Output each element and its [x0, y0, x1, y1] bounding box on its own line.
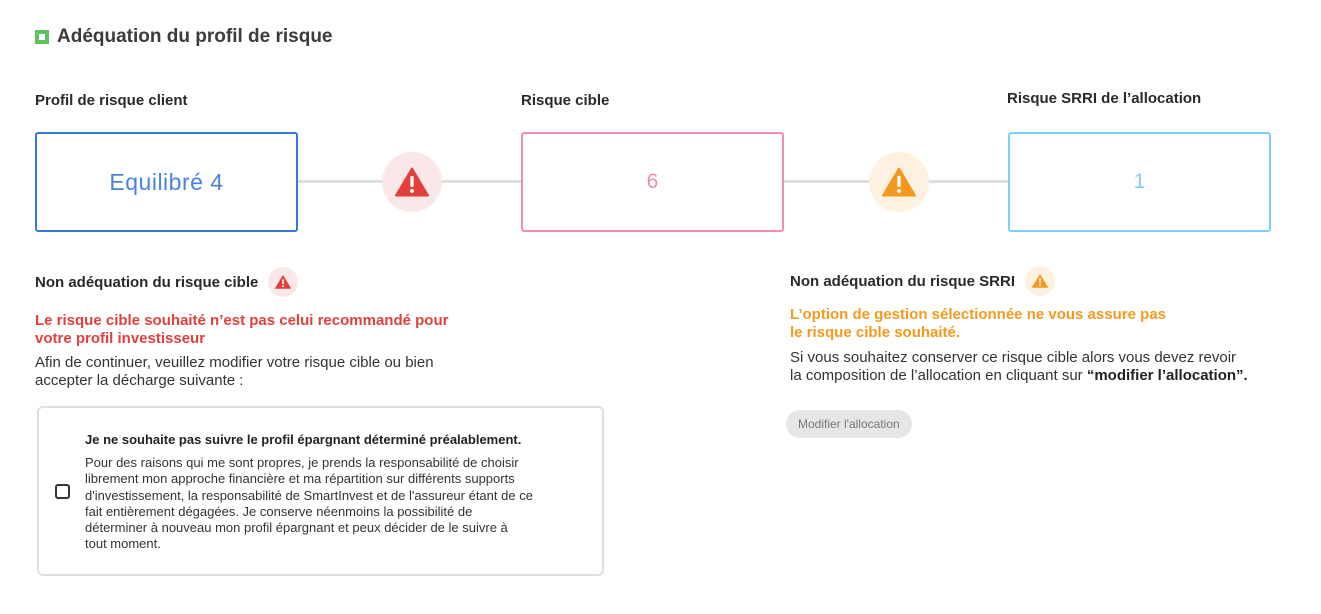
srri-risk-value: 1: [1133, 170, 1146, 193]
srri-risk-box: [1008, 132, 1271, 232]
instruction-line: Si vous souhaitez conserver ce risque cible alors vous devez revoir: [790, 349, 1237, 366]
disclaimer-line: librement mon approche financière et ma répartition sur différents supports: [85, 471, 515, 487]
disclaimer-line: fait entièrement dégagées. Je conserve néenmoins la possibilité de: [85, 503, 473, 519]
instruction-line: Afin de continuer, veuillez modifier votre risque cible ou bien: [35, 354, 434, 371]
target-risk-warning: [382, 152, 442, 212]
small-warning-badge: [268, 267, 298, 297]
instruction-text: la composition de l’allocation en cliquant sur: [790, 367, 1087, 384]
section-title: Adéquation du profil de risque: [57, 26, 333, 47]
modify-allocation-button[interactable]: Modifier l'allocation: [786, 410, 912, 438]
disclaimer-checkbox[interactable]: [55, 484, 70, 499]
client-profile-box: [35, 132, 298, 232]
alert-line: Le risque cible souhaité n’est pas celui recommandé pour: [35, 312, 449, 329]
client-profile-label: Profil de risque client: [35, 92, 188, 109]
disclaimer-line: d'investissement, la responsabilité de SmartInvest et de l'assureur étant de ce: [85, 487, 533, 503]
disclaimer-line: tout moment.: [85, 536, 161, 552]
small-warning-badge: [1025, 266, 1055, 296]
warning-triangle-icon: [1032, 274, 1048, 288]
srri-risk-warning: [869, 152, 929, 212]
section-header: [35, 26, 333, 48]
target-risk-box[interactable]: [521, 132, 784, 232]
modify-allocation-emphasis: “modifier l’allocation”.: [1086, 367, 1248, 384]
instruction-line: accepter la décharge suivante :: [35, 372, 244, 389]
disclaimer-line: Pour des raisons qui me sont propres, je prends la responsabilité de choisir: [85, 455, 519, 470]
disclaimer-line: déterminer à nouveau mon profil épargnant et peux décider de le suivre à: [85, 520, 508, 536]
alert-line: L’option de gestion sélectionnée ne vous assure pas: [790, 306, 1166, 323]
client-profile-value: Equilibré 4: [109, 168, 224, 195]
srri-instructions: [790, 349, 1290, 385]
disclaimer-box: [37, 406, 604, 576]
srri-risk-label: Risque SRRI de l’allocation: [1007, 90, 1202, 107]
section-marker-icon: [35, 30, 49, 44]
warning-triangle-icon: [275, 275, 291, 289]
disclaimer-text: [85, 455, 585, 553]
srri-mismatch-label: Non adéquation du risque SRRI: [790, 272, 1016, 290]
alert-line: le risque cible souhaité.: [790, 324, 961, 341]
target-risk-alert: [35, 312, 485, 348]
target-risk-label: Risque cible: [521, 92, 610, 109]
target-risk-mismatch-title: [35, 267, 298, 297]
instruction-line: [790, 367, 1290, 385]
target-risk-mismatch-label: Non adéquation du risque cible: [35, 273, 259, 291]
target-risk-value: 6: [646, 170, 659, 193]
srri-mismatch-title: [790, 266, 1055, 296]
disclaimer-title: Je ne souhaite pas suivre le profil épargnant déterminé préalablement.: [85, 432, 522, 447]
srri-alert: [790, 306, 1210, 342]
target-risk-instructions: [35, 354, 485, 390]
alert-line: votre profil investisseur: [35, 330, 206, 347]
warning-triangle-icon: [395, 167, 429, 197]
warning-triangle-icon: [882, 167, 916, 197]
